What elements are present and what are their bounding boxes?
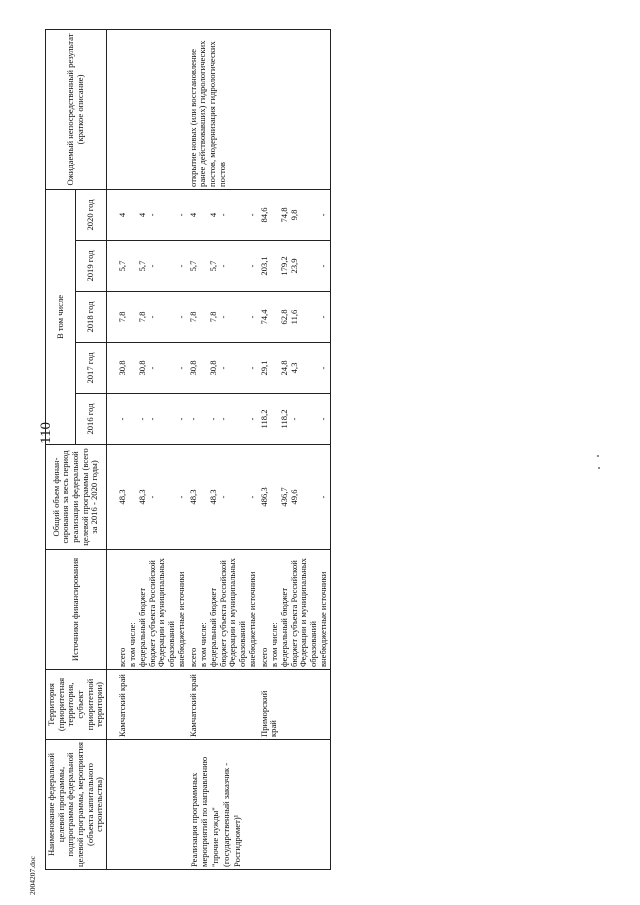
cell-total <box>106 445 188 550</box>
cell-line-y2016: - <box>116 417 127 421</box>
cell-sources <box>188 550 259 670</box>
cell-y2016 <box>259 394 331 445</box>
cell-line-y2020: 74,8 <box>278 207 289 223</box>
header-name: Наименование федеральной целевой программы, подпрограммы федеральной целевой программы, мероприятия (объекта капитального строительства) <box>46 740 107 870</box>
cell-y2019 <box>259 241 331 292</box>
table-row <box>259 29 331 869</box>
cell-line-sources: в том числе: <box>197 622 208 667</box>
cell-name <box>259 740 331 870</box>
cell-text-territory: Камчатский край <box>187 674 198 737</box>
cell-line-y2016: - <box>207 417 218 421</box>
table-row <box>106 29 188 869</box>
cell-y2019 <box>188 241 259 292</box>
cell-line-y2018: 7,8 <box>207 311 218 323</box>
cell-line-y2019: - <box>317 264 328 268</box>
cell-result <box>188 29 259 189</box>
cell-line-y2017: - <box>246 366 257 370</box>
cell-line-y2020: 84,6 <box>258 207 269 223</box>
cell-line-sources: бюджет субъекта Российской Федерации и муниципальных образований <box>288 558 318 667</box>
cell-text-territory: Приморский край <box>258 690 279 737</box>
cell-line-total: - <box>317 495 328 499</box>
cell-total <box>188 445 259 550</box>
cell-line-total: 48,3 <box>136 489 147 505</box>
cell-line-y2020: 4 <box>136 212 147 218</box>
cell-total <box>259 445 331 550</box>
cell-y2020 <box>259 189 331 240</box>
header-year-2018: 2018 год <box>76 292 106 343</box>
page-number: 110 <box>38 422 54 444</box>
cell-line-y2020: 4 <box>116 212 127 218</box>
cell-line-y2020: 9,8 <box>288 209 299 221</box>
cell-line-total: - <box>175 495 186 499</box>
cell-territory <box>188 670 259 740</box>
cell-line-y2017: - <box>175 366 186 370</box>
cell-sources <box>106 550 188 670</box>
cell-line-y2017: 24,8 <box>278 360 289 376</box>
cell-line-y2016: - <box>136 417 147 421</box>
cell-line-total: 49,6 <box>288 489 299 505</box>
cell-line-y2016: - <box>146 417 157 421</box>
header-year-2016: 2016 год <box>76 394 106 445</box>
cell-line-sources: внебюджетные источники <box>317 571 328 667</box>
cell-y2020 <box>106 189 188 240</box>
cell-line-sources: федеральный бюджет <box>278 587 289 667</box>
cell-line-y2017: 30,8 <box>116 360 127 376</box>
cell-line-y2019: 179,2 <box>278 256 289 276</box>
cell-line-sources: в том числе: <box>268 622 279 667</box>
cell-line-y2019: 23,9 <box>288 258 299 274</box>
cell-line-y2020: 4 <box>207 212 218 218</box>
cell-line-y2018: - <box>146 315 157 319</box>
cell-line-total: 486,3 <box>258 487 269 507</box>
header-total: Общий объем финан-сирования за весь период реализации федеральной целевой программы (всего за 2016 - 2020 годы) <box>46 445 107 550</box>
cell-line-y2017: 29,1 <box>258 360 269 376</box>
cell-line-y2018: - <box>175 315 186 319</box>
cell-name <box>106 740 188 870</box>
cell-line-total: 48,3 <box>116 489 127 505</box>
cell-line-y2016: - <box>175 417 186 421</box>
cell-y2018 <box>188 292 259 343</box>
cell-text-territory: Камчатский край <box>116 674 127 737</box>
rotated-table-container <box>45 30 620 870</box>
cell-line-total: 48,3 <box>207 489 218 505</box>
cell-line-y2018: - <box>217 315 228 319</box>
cell-name <box>188 740 259 870</box>
cell-y2018 <box>259 292 331 343</box>
cell-line-sources: федеральный бюджет <box>207 587 218 667</box>
header-including: В том числе <box>46 189 76 444</box>
cell-line-y2019: - <box>217 264 228 268</box>
cell-territory <box>106 670 188 740</box>
cell-text-name: Реализация программных мероприятий по направлению "прочие нужды" (государственный заказчик - Росгидромет)¹ <box>188 756 242 867</box>
cell-line-sources: бюджет субъекта Российской Федерации и муниципальных образований <box>217 558 247 667</box>
cell-line-y2017: - <box>317 366 328 370</box>
cell-line-total: - <box>217 495 228 499</box>
cell-line-y2016: - <box>187 417 198 421</box>
header-year-2017: 2017 год <box>76 343 106 394</box>
cell-result <box>259 29 331 189</box>
cell-line-sources: всего <box>116 647 127 667</box>
header-territory: Территория (приоритетная территория, субъект приоритетной территории) <box>46 670 107 740</box>
cell-line-y2018: 7,8 <box>136 311 147 323</box>
cell-line-y2017: - <box>217 366 228 370</box>
cell-line-y2018: - <box>246 315 257 319</box>
cell-line-y2016: 118,2 <box>258 409 269 429</box>
cell-line-total: 48,3 <box>187 489 198 505</box>
cell-line-y2016: 118,2 <box>278 409 289 429</box>
cell-line-y2018: 7,8 <box>187 311 198 323</box>
cell-line-sources: бюджет субъекта Российской Федерации и муниципальных образований <box>146 558 176 667</box>
cell-line-sources: внебюджетные источники <box>246 571 257 667</box>
cell-line-total: 436,7 <box>278 487 289 507</box>
cell-line-y2020: 4 <box>187 212 198 218</box>
cell-line-sources: всего <box>258 647 269 667</box>
cell-line-total: - <box>246 495 257 499</box>
cell-y2016 <box>106 394 188 445</box>
cell-y2018 <box>106 292 188 343</box>
header-year-2019: 2019 год <box>76 241 106 292</box>
cell-line-y2019: 5,7 <box>187 260 198 272</box>
cell-line-y2020: - <box>246 213 257 217</box>
header-sources: Источники финансирования <box>46 550 107 670</box>
cell-line-y2016: - <box>317 417 328 421</box>
table-body <box>106 29 330 869</box>
table-row <box>188 29 259 869</box>
cell-line-y2019: 5,7 <box>116 260 127 272</box>
cell-y2019 <box>106 241 188 292</box>
cell-line-y2016: - <box>246 417 257 421</box>
cell-line-y2017: 30,8 <box>207 360 218 376</box>
cell-result <box>106 29 188 189</box>
cell-line-sources: внебюджетные источники <box>175 571 186 667</box>
cell-y2020 <box>188 189 259 240</box>
cell-line-y2017: 30,8 <box>187 360 198 376</box>
cell-line-y2020: - <box>317 213 328 217</box>
cell-line-sources: всего <box>187 647 198 667</box>
cell-line-y2018: 62,8 <box>278 309 289 325</box>
cell-line-y2019: 5,7 <box>207 260 218 272</box>
cell-line-y2018: 74,4 <box>258 309 269 325</box>
cell-line-total: - <box>146 495 157 499</box>
cell-line-y2019: 5,7 <box>136 260 147 272</box>
cell-y2017 <box>259 343 331 394</box>
cell-line-y2019: - <box>146 264 157 268</box>
cell-line-y2019: 203,1 <box>258 256 269 276</box>
cell-line-y2019: - <box>246 264 257 268</box>
cell-line-y2020: - <box>146 213 157 217</box>
cell-line-sources: в том числе: <box>126 622 137 667</box>
footer-document-code: 2004207.doc <box>28 856 37 895</box>
cell-y2016 <box>188 394 259 445</box>
cell-line-sources: федеральный бюджет <box>136 587 147 667</box>
header-result: Ожидаемый непосредственный результат (краткое описание) <box>46 29 107 189</box>
cell-line-y2018: 11,6 <box>288 309 299 325</box>
cell-line-y2020: - <box>217 213 228 217</box>
cell-line-y2019: - <box>175 264 186 268</box>
cell-sources <box>259 550 331 670</box>
cell-line-y2017: 4,3 <box>288 362 299 374</box>
cell-line-y2017: 30,8 <box>136 360 147 376</box>
cell-territory <box>259 670 331 740</box>
cell-y2017 <box>106 343 188 394</box>
header-year-2020: 2020 год <box>76 189 106 240</box>
table-header-row <box>46 29 76 869</box>
cell-line-y2017: - <box>146 366 157 370</box>
cell-line-y2016: - <box>217 417 228 421</box>
cell-line-y2016: - <box>288 417 299 421</box>
financing-table <box>45 29 331 870</box>
cell-line-y2018: 7,8 <box>116 311 127 323</box>
cell-y2017 <box>188 343 259 394</box>
cell-line-y2020: - <box>175 213 186 217</box>
cell-text-result: открытие новых (или восстановление ранее действовавших) гидрологических постов, модернизация гидрологических постов <box>187 40 227 187</box>
cell-line-y2018: - <box>317 315 328 319</box>
